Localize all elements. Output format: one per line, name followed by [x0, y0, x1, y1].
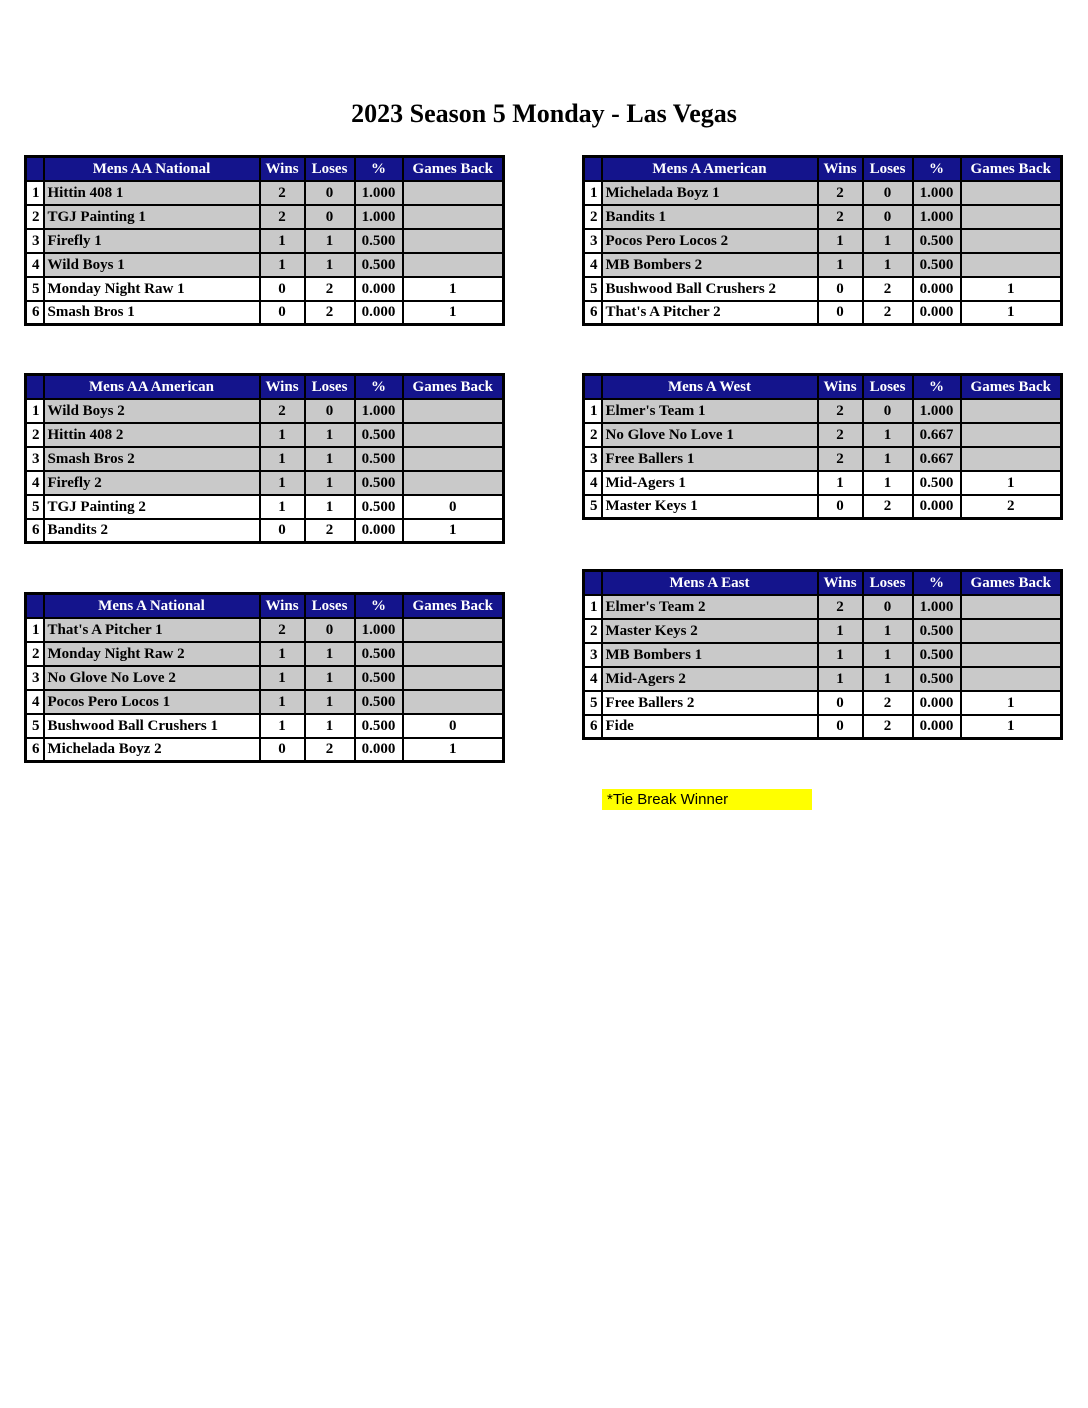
table-row — [584, 205, 1062, 229]
rank-cell: 2 — [584, 423, 602, 447]
column-header-wins: Wins — [260, 157, 305, 181]
games-back-cell — [961, 399, 1062, 423]
games-back-cell — [403, 229, 504, 253]
games-back-cell: 0 — [403, 714, 504, 738]
pct-cell: 0.500 — [913, 619, 961, 643]
header-rank-cell — [26, 157, 44, 181]
loses-cell: 1 — [863, 447, 913, 471]
team-name-cell: Smash Bros 2 — [44, 447, 260, 471]
rank-cell: 6 — [26, 738, 44, 762]
column-header-pct: % — [355, 375, 403, 399]
loses-cell: 0 — [863, 595, 913, 619]
wins-cell: 1 — [260, 690, 305, 714]
wins-cell: 1 — [818, 471, 863, 495]
wins-cell: 1 — [260, 447, 305, 471]
team-name-cell: No Glove No Love 2 — [44, 666, 260, 690]
table-header-row — [584, 571, 1062, 595]
games-back-cell — [403, 253, 504, 277]
header-rank-cell — [584, 571, 602, 595]
loses-cell: 2 — [305, 277, 355, 301]
rank-cell: 6 — [26, 301, 44, 325]
table-row — [584, 277, 1062, 301]
games-back-cell — [961, 595, 1062, 619]
rank-cell: 3 — [584, 229, 602, 253]
division-title: Mens A American — [602, 157, 818, 181]
loses-cell: 1 — [305, 253, 355, 277]
loses-cell: 0 — [863, 205, 913, 229]
games-back-cell: 1 — [403, 738, 504, 762]
team-name-cell: Bandits 2 — [44, 519, 260, 543]
rank-cell: 4 — [26, 471, 44, 495]
loses-cell: 1 — [305, 714, 355, 738]
pct-cell: 0.667 — [913, 447, 961, 471]
wins-cell: 0 — [818, 715, 863, 739]
pct-cell: 0.500 — [355, 642, 403, 666]
table-row — [584, 423, 1062, 447]
wins-cell: 2 — [818, 423, 863, 447]
team-name-cell: No Glove No Love 1 — [602, 423, 818, 447]
rank-cell: 3 — [26, 666, 44, 690]
wins-cell: 0 — [260, 519, 305, 543]
team-name-cell: That's A Pitcher 2 — [602, 301, 818, 325]
loses-cell: 1 — [863, 253, 913, 277]
team-name-cell: Master Keys 2 — [602, 619, 818, 643]
rank-cell: 1 — [584, 399, 602, 423]
pct-cell: 1.000 — [913, 595, 961, 619]
team-name-cell: Wild Boys 2 — [44, 399, 260, 423]
column-header-games-back: Games Back — [961, 157, 1062, 181]
loses-cell: 2 — [863, 691, 913, 715]
table-row — [584, 691, 1062, 715]
loses-cell: 1 — [305, 642, 355, 666]
pct-cell: 0.500 — [913, 471, 961, 495]
column-header-pct: % — [913, 375, 961, 399]
pct-cell: 0.500 — [913, 667, 961, 691]
loses-cell: 1 — [863, 229, 913, 253]
pct-cell: 0.000 — [355, 301, 403, 325]
table-row — [584, 447, 1062, 471]
loses-cell: 2 — [863, 301, 913, 325]
loses-cell: 0 — [305, 181, 355, 205]
team-name-cell: Smash Bros 1 — [44, 301, 260, 325]
table-row — [26, 738, 504, 762]
wins-cell: 2 — [818, 205, 863, 229]
standings-table-mens-aa-american — [24, 373, 505, 544]
rank-cell: 6 — [26, 519, 44, 543]
column-header-games-back: Games Back — [403, 594, 504, 618]
pct-cell: 0.500 — [913, 253, 961, 277]
loses-cell: 0 — [863, 399, 913, 423]
division-title: Mens AA National — [44, 157, 260, 181]
table-row — [26, 205, 504, 229]
games-back-cell — [403, 181, 504, 205]
wins-cell: 0 — [818, 301, 863, 325]
games-back-cell — [403, 618, 504, 642]
pct-cell: 0.000 — [355, 519, 403, 543]
table-row — [584, 471, 1062, 495]
loses-cell: 1 — [863, 667, 913, 691]
pct-cell: 0.500 — [355, 690, 403, 714]
column-header-pct: % — [355, 157, 403, 181]
team-name-cell: Monday Night Raw 1 — [44, 277, 260, 301]
games-back-cell — [961, 205, 1062, 229]
team-name-cell: Firefly 1 — [44, 229, 260, 253]
games-back-cell — [961, 229, 1062, 253]
division-title: Mens A East — [602, 571, 818, 595]
pct-cell: 0.500 — [355, 229, 403, 253]
pct-cell: 0.500 — [355, 666, 403, 690]
wins-cell: 0 — [260, 277, 305, 301]
loses-cell: 2 — [305, 519, 355, 543]
games-back-cell — [961, 447, 1062, 471]
loses-cell: 0 — [305, 618, 355, 642]
column-header-pct: % — [913, 571, 961, 595]
rank-cell: 3 — [584, 447, 602, 471]
loses-cell: 1 — [863, 619, 913, 643]
loses-cell: 1 — [863, 471, 913, 495]
team-name-cell: That's A Pitcher 1 — [44, 618, 260, 642]
wins-cell: 1 — [260, 253, 305, 277]
column-header-loses: Loses — [305, 594, 355, 618]
rank-cell: 2 — [584, 205, 602, 229]
team-name-cell: Mid-Agers 1 — [602, 471, 818, 495]
team-name-cell: Wild Boys 1 — [44, 253, 260, 277]
rank-cell: 3 — [26, 447, 44, 471]
table-row — [584, 229, 1062, 253]
rank-cell: 2 — [26, 205, 44, 229]
team-name-cell: Mid-Agers 2 — [602, 667, 818, 691]
column-header-games-back: Games Back — [403, 375, 504, 399]
wins-cell: 1 — [818, 229, 863, 253]
table-row — [584, 495, 1062, 519]
team-name-cell: Pocos Pero Locos 2 — [602, 229, 818, 253]
games-back-cell: 1 — [961, 715, 1062, 739]
games-back-cell: 1 — [403, 519, 504, 543]
wins-cell: 1 — [260, 495, 305, 519]
standings-table-mens-aa-national — [24, 155, 505, 326]
pct-cell: 0.500 — [913, 643, 961, 667]
wins-cell: 1 — [818, 643, 863, 667]
table-row — [584, 595, 1062, 619]
rank-cell: 5 — [584, 495, 602, 519]
rank-cell: 4 — [26, 253, 44, 277]
pct-cell: 0.000 — [355, 738, 403, 762]
pct-cell: 1.000 — [355, 399, 403, 423]
wins-cell: 1 — [260, 714, 305, 738]
wins-cell: 1 — [818, 253, 863, 277]
table-row — [26, 495, 504, 519]
table-row — [584, 181, 1062, 205]
pct-cell: 0.667 — [913, 423, 961, 447]
loses-cell: 1 — [305, 447, 355, 471]
table-row — [26, 229, 504, 253]
games-back-cell: 2 — [961, 495, 1062, 519]
rank-cell: 6 — [584, 301, 602, 325]
loses-cell: 1 — [863, 423, 913, 447]
team-name-cell: Bushwood Ball Crushers 1 — [44, 714, 260, 738]
pct-cell: 1.000 — [355, 205, 403, 229]
games-back-cell — [403, 690, 504, 714]
pct-cell: 0.500 — [355, 423, 403, 447]
header-rank-cell — [26, 375, 44, 399]
table-row — [26, 423, 504, 447]
pct-cell: 0.000 — [913, 715, 961, 739]
column-header-wins: Wins — [818, 375, 863, 399]
rank-cell: 5 — [26, 277, 44, 301]
column-header-games-back: Games Back — [961, 375, 1062, 399]
loses-cell: 0 — [305, 399, 355, 423]
games-back-cell — [403, 642, 504, 666]
pct-cell: 0.000 — [913, 277, 961, 301]
games-back-cell — [403, 471, 504, 495]
games-back-cell — [961, 423, 1062, 447]
wins-cell: 1 — [260, 471, 305, 495]
rank-cell: 5 — [26, 495, 44, 519]
games-back-cell — [403, 423, 504, 447]
table-row — [584, 301, 1062, 325]
rank-cell: 1 — [26, 618, 44, 642]
standings-table-mens-a-national — [24, 592, 505, 763]
loses-cell: 2 — [863, 277, 913, 301]
table-row — [26, 471, 504, 495]
loses-cell: 1 — [305, 229, 355, 253]
pct-cell: 0.500 — [913, 229, 961, 253]
column-header-wins: Wins — [260, 594, 305, 618]
rank-cell: 3 — [26, 229, 44, 253]
team-name-cell: Bandits 1 — [602, 205, 818, 229]
rank-cell: 1 — [26, 181, 44, 205]
team-name-cell: Elmer's Team 1 — [602, 399, 818, 423]
standings-table-mens-a-american — [582, 155, 1063, 326]
standings-table-mens-a-west — [582, 373, 1063, 520]
loses-cell: 0 — [863, 181, 913, 205]
table-row — [584, 619, 1062, 643]
pct-cell: 1.000 — [355, 181, 403, 205]
column-header-loses: Loses — [305, 375, 355, 399]
table-row — [26, 666, 504, 690]
team-name-cell: Fide — [602, 715, 818, 739]
rank-cell: 2 — [584, 619, 602, 643]
rank-cell: 6 — [584, 715, 602, 739]
rank-cell: 5 — [26, 714, 44, 738]
team-name-cell: MB Bombers 1 — [602, 643, 818, 667]
header-rank-cell — [584, 375, 602, 399]
loses-cell: 1 — [305, 666, 355, 690]
rank-cell: 5 — [584, 691, 602, 715]
games-back-cell — [961, 253, 1062, 277]
table-row — [584, 253, 1062, 277]
team-name-cell: Pocos Pero Locos 1 — [44, 690, 260, 714]
team-name-cell: Hittin 408 1 — [44, 181, 260, 205]
wins-cell: 2 — [260, 181, 305, 205]
team-name-cell: Firefly 2 — [44, 471, 260, 495]
games-back-cell: 1 — [403, 301, 504, 325]
column-header-loses: Loses — [863, 571, 913, 595]
games-back-cell — [961, 619, 1062, 643]
wins-cell: 1 — [260, 666, 305, 690]
team-name-cell: TGJ Painting 2 — [44, 495, 260, 519]
wins-cell: 0 — [818, 691, 863, 715]
rank-cell: 4 — [584, 667, 602, 691]
pct-cell: 1.000 — [355, 618, 403, 642]
rank-cell: 1 — [26, 399, 44, 423]
team-name-cell: Free Ballers 1 — [602, 447, 818, 471]
table-header-row — [584, 375, 1062, 399]
rank-cell: 2 — [26, 642, 44, 666]
games-back-cell: 1 — [961, 471, 1062, 495]
table-row — [584, 715, 1062, 739]
table-row — [26, 519, 504, 543]
games-back-cell — [403, 666, 504, 690]
column-header-games-back: Games Back — [403, 157, 504, 181]
wins-cell: 1 — [260, 229, 305, 253]
table-row — [26, 181, 504, 205]
team-name-cell: Master Keys 1 — [602, 495, 818, 519]
table-row — [584, 399, 1062, 423]
table-header-row — [26, 375, 504, 399]
column-header-pct: % — [355, 594, 403, 618]
pct-cell: 0.000 — [913, 301, 961, 325]
table-row — [26, 253, 504, 277]
column-header-loses: Loses — [863, 157, 913, 181]
pct-cell: 0.500 — [355, 495, 403, 519]
games-back-cell — [403, 205, 504, 229]
table-header-row — [26, 157, 504, 181]
loses-cell: 2 — [863, 715, 913, 739]
wins-cell: 0 — [818, 495, 863, 519]
table-row — [26, 447, 504, 471]
games-back-cell — [961, 643, 1062, 667]
team-name-cell: TGJ Painting 1 — [44, 205, 260, 229]
column-header-games-back: Games Back — [961, 571, 1062, 595]
table-header-row — [26, 594, 504, 618]
wins-cell: 1 — [818, 619, 863, 643]
team-name-cell: MB Bombers 2 — [602, 253, 818, 277]
wins-cell: 2 — [260, 399, 305, 423]
games-back-cell: 1 — [961, 301, 1062, 325]
team-name-cell: Michelada Boyz 1 — [602, 181, 818, 205]
header-rank-cell — [584, 157, 602, 181]
pct-cell: 0.000 — [913, 495, 961, 519]
pct-cell: 0.000 — [355, 277, 403, 301]
table-row — [26, 301, 504, 325]
column-header-pct: % — [913, 157, 961, 181]
table-row — [26, 399, 504, 423]
pct-cell: 0.500 — [355, 714, 403, 738]
team-name-cell: Bushwood Ball Crushers 2 — [602, 277, 818, 301]
pct-cell: 1.000 — [913, 399, 961, 423]
wins-cell: 2 — [260, 618, 305, 642]
wins-cell: 2 — [818, 399, 863, 423]
division-title: Mens A National — [44, 594, 260, 618]
games-back-cell — [403, 399, 504, 423]
wins-cell: 0 — [818, 277, 863, 301]
table-row — [584, 643, 1062, 667]
rank-cell: 3 — [584, 643, 602, 667]
rank-cell: 4 — [584, 253, 602, 277]
team-name-cell: Monday Night Raw 2 — [44, 642, 260, 666]
pct-cell: 0.500 — [355, 471, 403, 495]
wins-cell: 2 — [818, 595, 863, 619]
wins-cell: 0 — [260, 738, 305, 762]
games-back-cell: 1 — [403, 277, 504, 301]
pct-cell: 1.000 — [913, 181, 961, 205]
rank-cell: 2 — [26, 423, 44, 447]
wins-cell: 2 — [818, 181, 863, 205]
division-title: Mens A West — [602, 375, 818, 399]
wins-cell: 1 — [260, 642, 305, 666]
loses-cell: 1 — [305, 423, 355, 447]
column-header-wins: Wins — [818, 157, 863, 181]
team-name-cell: Free Ballers 2 — [602, 691, 818, 715]
tie-break-note: *Tie Break Winner — [602, 789, 812, 810]
column-header-wins: Wins — [260, 375, 305, 399]
rank-cell: 1 — [584, 181, 602, 205]
division-title: Mens AA American — [44, 375, 260, 399]
column-header-wins: Wins — [818, 571, 863, 595]
loses-cell: 0 — [305, 205, 355, 229]
header-rank-cell — [26, 594, 44, 618]
loses-cell: 2 — [305, 738, 355, 762]
loses-cell: 1 — [305, 471, 355, 495]
table-row — [26, 714, 504, 738]
rank-cell: 5 — [584, 277, 602, 301]
table-row — [584, 667, 1062, 691]
wins-cell: 0 — [260, 301, 305, 325]
table-row — [26, 618, 504, 642]
pct-cell: 0.000 — [913, 691, 961, 715]
loses-cell: 2 — [305, 301, 355, 325]
rank-cell: 1 — [584, 595, 602, 619]
wins-cell: 2 — [818, 447, 863, 471]
pct-cell: 0.500 — [355, 447, 403, 471]
games-back-cell — [403, 447, 504, 471]
games-back-cell: 0 — [403, 495, 504, 519]
wins-cell: 1 — [260, 423, 305, 447]
games-back-cell: 1 — [961, 277, 1062, 301]
team-name-cell: Hittin 408 2 — [44, 423, 260, 447]
table-row — [26, 277, 504, 301]
loses-cell: 1 — [863, 643, 913, 667]
loses-cell: 1 — [305, 690, 355, 714]
pct-cell: 1.000 — [913, 205, 961, 229]
table-header-row — [584, 157, 1062, 181]
standings-table-mens-a-east — [582, 569, 1063, 740]
wins-cell: 2 — [260, 205, 305, 229]
table-row — [26, 642, 504, 666]
rank-cell: 4 — [26, 690, 44, 714]
games-back-cell — [961, 667, 1062, 691]
games-back-cell: 1 — [961, 691, 1062, 715]
loses-cell: 1 — [305, 495, 355, 519]
rank-cell: 4 — [584, 471, 602, 495]
loses-cell: 2 — [863, 495, 913, 519]
column-header-loses: Loses — [863, 375, 913, 399]
table-row — [26, 690, 504, 714]
wins-cell: 1 — [818, 667, 863, 691]
pct-cell: 0.500 — [355, 253, 403, 277]
team-name-cell: Elmer's Team 2 — [602, 595, 818, 619]
team-name-cell: Michelada Boyz 2 — [44, 738, 260, 762]
games-back-cell — [961, 181, 1062, 205]
column-header-loses: Loses — [305, 157, 355, 181]
page-title: 2023 Season 5 Monday - Las Vegas — [351, 99, 737, 128]
